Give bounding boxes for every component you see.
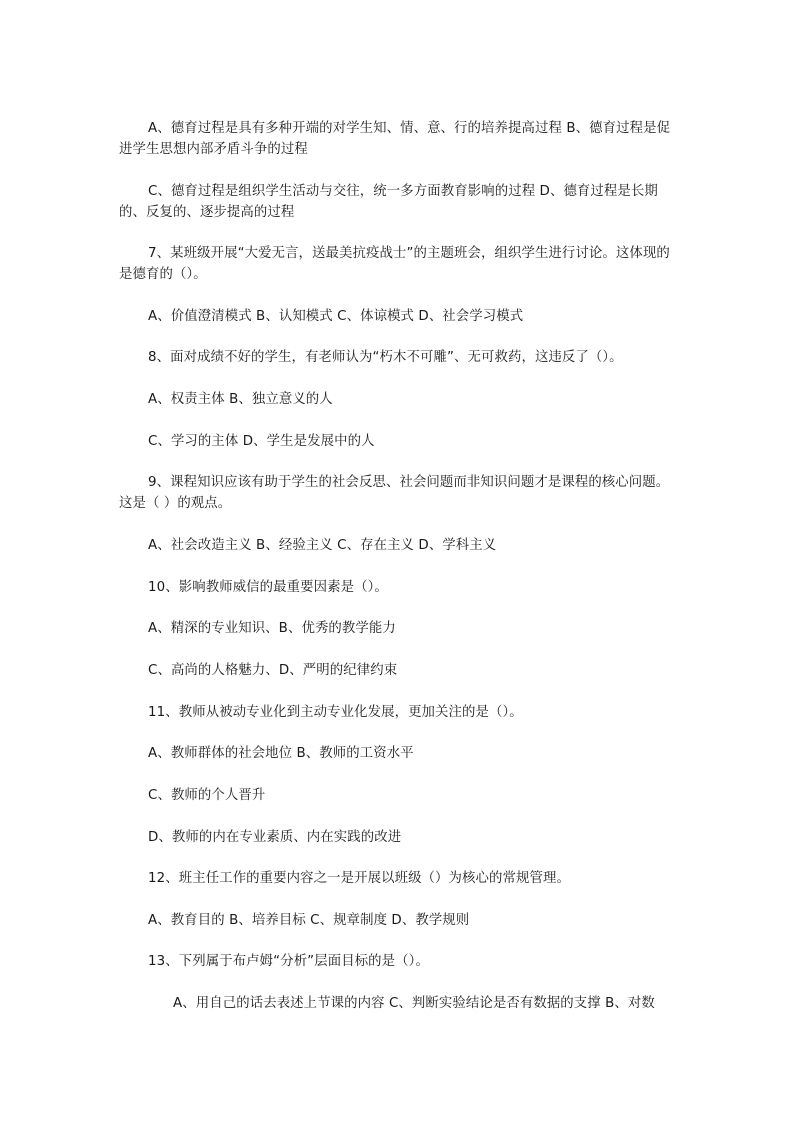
paragraph-q10-options-ab: A、精深的专业知识、B、优秀的教学能力	[148, 621, 396, 636]
paragraph-q13-question: 13、下列属于布卢姆“分析”层面目标的是（）。	[148, 954, 429, 969]
paragraph-q9-question: 9、课程知识应该有助于学生的社会反思、社会问题而非知识问题才是课程的核心问题。这是（ ）的观点。	[119, 475, 670, 511]
paragraph-q9-options: A、社会改造主义 B、经验主义 C、存在主义 D、学科主义	[148, 538, 497, 553]
paragraph-q7-question: 7、某班级开展“大爱无言，送最美抗疫战士”的主题班会，组织学生进行讨论。这体现的是德育的（）。	[119, 246, 670, 282]
paragraph-q11-question: 11、教师从被动专业化到主动专业化发展，更加关注的是（）。	[148, 705, 523, 720]
paragraph-q10-options-cd: C、高尚的人格魅力、D、严明的纪律约束	[148, 663, 398, 678]
paragraph-q8-options-ab: A、权责主体 B、独立意义的人	[148, 392, 333, 407]
paragraph-q13-options: A、用自己的话去表述上节课的内容 C、判断实验结论是否有数据的支撑 B、对数	[173, 996, 655, 1011]
paragraph-q7-options: A、价值澄清模式 B、认知模式 C、体谅模式 D、社会学习模式	[148, 309, 524, 324]
paragraph-q11-option-d: D、教师的内在专业素质、内在实践的改进	[148, 830, 402, 845]
paragraph-q11-option-c: C、教师的个人晋升	[148, 788, 266, 803]
paragraph-q8-options-cd: C、学习的主体 D、学生是发展中的人	[148, 434, 375, 449]
paragraph-q12-question: 12、班主任工作的重要内容之一是开展以班级（）为核心的常规管理。	[148, 871, 570, 886]
paragraph-q8-question: 8、面对成绩不好的学生，有老师认为“朽木不可雕”、无可救药，这违反了（）。	[148, 350, 623, 365]
paragraph-q11-options-ab: A、教师群体的社会地位 B、教师的工资水平	[148, 746, 414, 761]
paragraph-q6-options-cd: C、德育过程是组织学生活动与交往，统一多方面教育影响的过程 D、德育过程是长期的、反复的、逐步提高的过程	[119, 184, 658, 220]
paragraph-q12-options: A、教育目的 B、培养目标 C、规章制度 D、教学规则	[148, 913, 470, 928]
paragraph-q10-question: 10、影响教师威信的最重要因素是（）。	[148, 580, 388, 595]
paragraph-q6-options-ab: A、德育过程是具有多种开端的对学生知、情、意、行的培养提高过程 B、德育过程是促进学生思想内部矛盾斗争的过程	[119, 121, 671, 157]
